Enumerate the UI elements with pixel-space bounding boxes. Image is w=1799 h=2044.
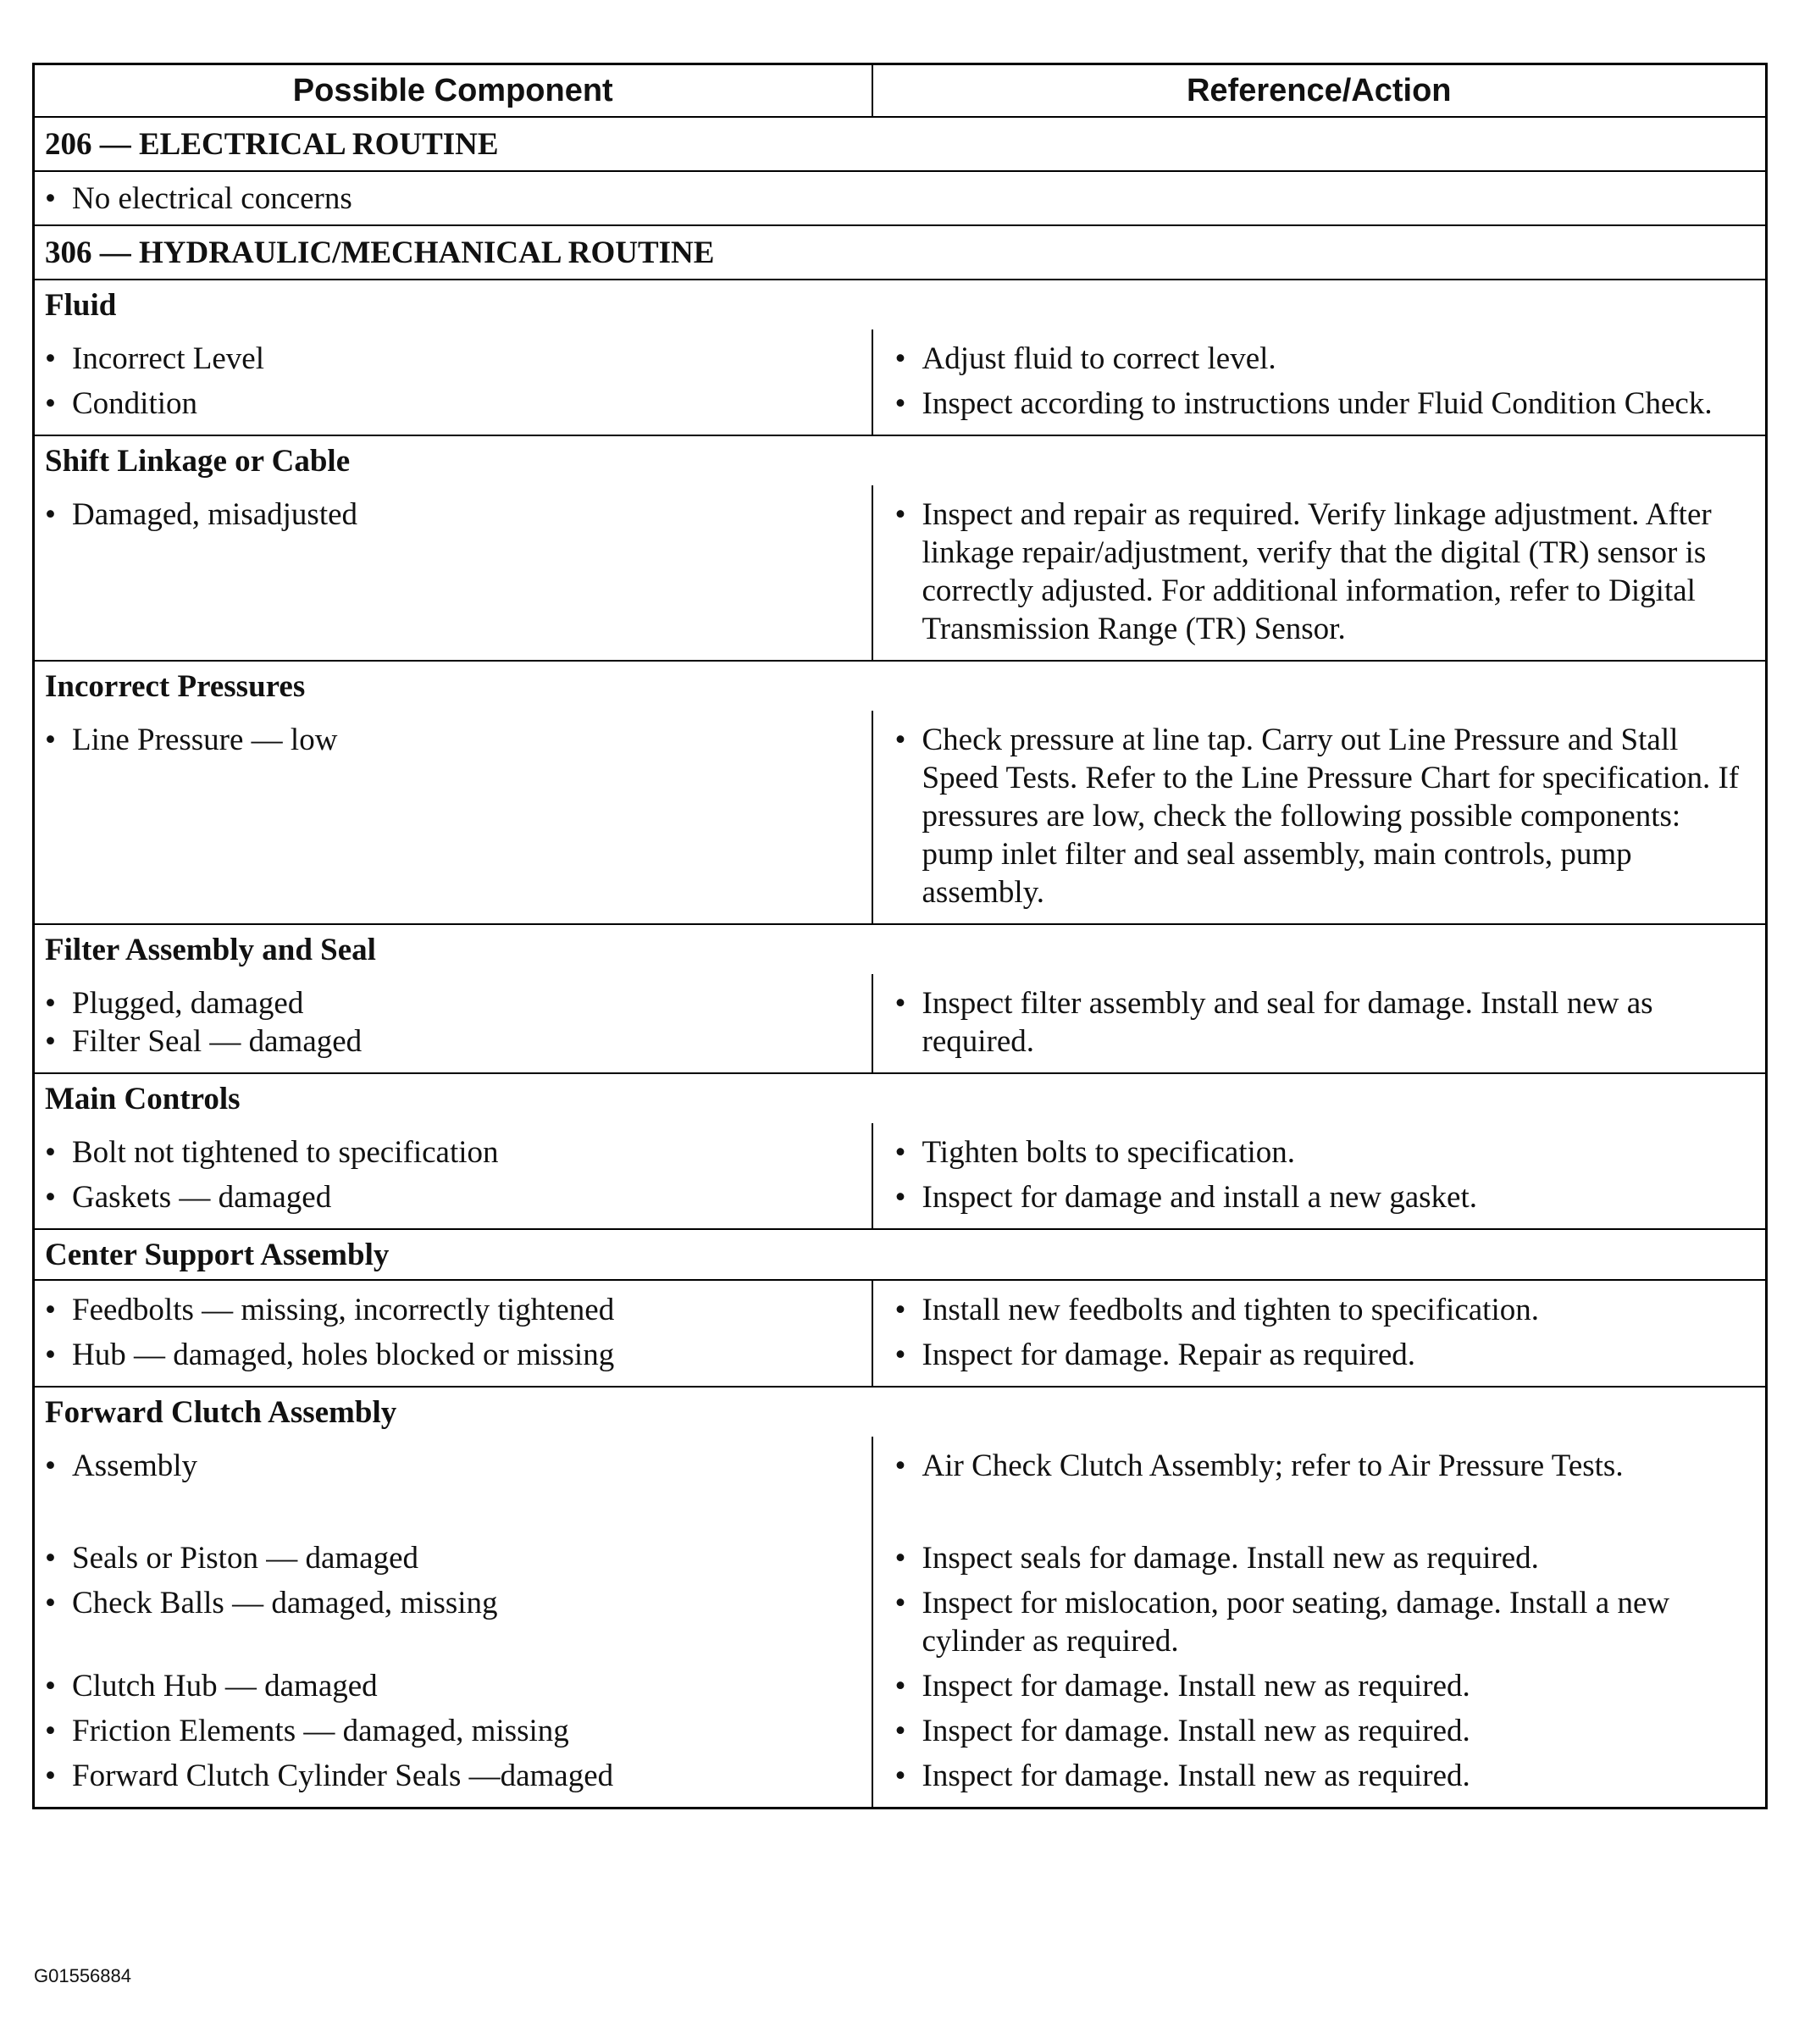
action-cell: • Air Check Clutch Assembly; refer to Air Pressure Tests. [895,1447,1756,1485]
table-row [34,1753,1767,1809]
component-cell: • Filter Seal — damaged [45,1022,861,1061]
table-row [34,1332,1767,1387]
table-row [34,974,1767,1073]
action-cell: • Inspect for damage. Install new as required. [895,1667,1756,1705]
header-possible-component: Possible Component [34,64,872,118]
action-cell: • Inspect for damage. Install new as required. [895,1712,1756,1750]
action-cell: • Check pressure at line tap. Carry out Line Pressure and Stall Speed Tests. Refer to the Line Pressure Chart for specification. If pressures are low, check the following possible components: pump inlet filter and seal assembly, main controls, pump assembly. [895,721,1756,911]
component-cell: • Damaged, misadjusted [45,496,861,534]
action-cell: • Inspect and repair as required. Verify linkage adjustment. After linkage repair/adjustment, verify that the digital (TR) sensor is correctly adjusted. For additional information, refer to Digital Transmission Range (TR) Sensor. [895,496,1756,648]
diagnosis-table [32,63,1768,1809]
group-title-incorrect-pressures: Incorrect Pressures [34,661,1767,711]
table-row [34,1437,1767,1536]
header-row [34,64,1767,118]
table-row [34,1280,1767,1332]
component-cell: • Plugged, damaged [45,984,861,1022]
component-cell: • Bolt not tightened to specification [45,1133,861,1172]
table-row [34,1709,1767,1753]
component-cell: • Assembly [45,1447,861,1485]
header-reference-action: Reference/Action [872,64,1767,118]
component-cell: • Friction Elements — damaged, missing [45,1712,861,1750]
table-row [34,1123,1767,1175]
table-row [34,1664,1767,1709]
component-cell: • Clutch Hub — damaged [45,1667,861,1705]
table-row [34,381,1767,435]
component-cell: • Seals or Piston — damaged [45,1539,861,1577]
component-cell: • Gaskets — damaged [45,1178,861,1216]
table-row [34,711,1767,924]
action-cell: • Inspect filter assembly and seal for damage. Install new as required. [895,984,1756,1061]
action-cell: • Inspect for damage and install a new gasket. [895,1178,1756,1216]
table-row [34,330,1767,381]
figure-id: G01556884 [34,1965,131,1986]
group-title-shift-linkage: Shift Linkage or Cable [34,435,1767,485]
table-row [34,1536,1767,1581]
section-title-electrical: 206 — ELECTRICAL ROUTINE [34,117,1767,171]
action-cell: • Inspect for mislocation, poor seating, damage. Install a new cylinder as required. [895,1584,1756,1660]
component-cell: • Feedbolts — missing, incorrectly tightened [45,1291,861,1329]
group-title-fluid: Fluid [34,280,1767,330]
group-title-forward-clutch: Forward Clutch Assembly [34,1387,1767,1437]
action-cell: • Inspect for damage. Repair as required. [895,1336,1756,1374]
action-cell: • Inspect seals for damage. Install new as required. [895,1539,1756,1577]
section-title-hydraulic: 306 — HYDRAULIC/MECHANICAL ROUTINE [34,225,1767,280]
action-cell: • Inspect according to instructions under Fluid Condition Check. [895,385,1756,423]
table-row [34,1175,1767,1229]
group-title-filter-assembly: Filter Assembly and Seal [34,924,1767,974]
group-title-center-support: Center Support Assembly [34,1229,1767,1280]
action-cell: • Install new feedbolts and tighten to specification. [895,1291,1756,1329]
component-cell: • Forward Clutch Cylinder Seals —damaged [45,1757,861,1795]
table-row [34,1581,1767,1664]
action-cell: • Tighten bolts to specification. [895,1133,1756,1172]
group-title-main-controls: Main Controls [34,1073,1767,1123]
component-cell: • Check Balls — damaged, missing [45,1584,861,1622]
list-item: • No electrical concerns [45,180,1755,218]
component-cell: • Incorrect Level [45,340,861,378]
component-cell: • Line Pressure — low [45,721,861,759]
table-row [34,485,1767,661]
component-cell: • Condition [45,385,861,423]
action-cell: • Adjust fluid to correct level. [895,340,1756,378]
component-cell: • Hub — damaged, holes blocked or missing [45,1336,861,1374]
action-cell: • Inspect for damage. Install new as required. [895,1757,1756,1795]
